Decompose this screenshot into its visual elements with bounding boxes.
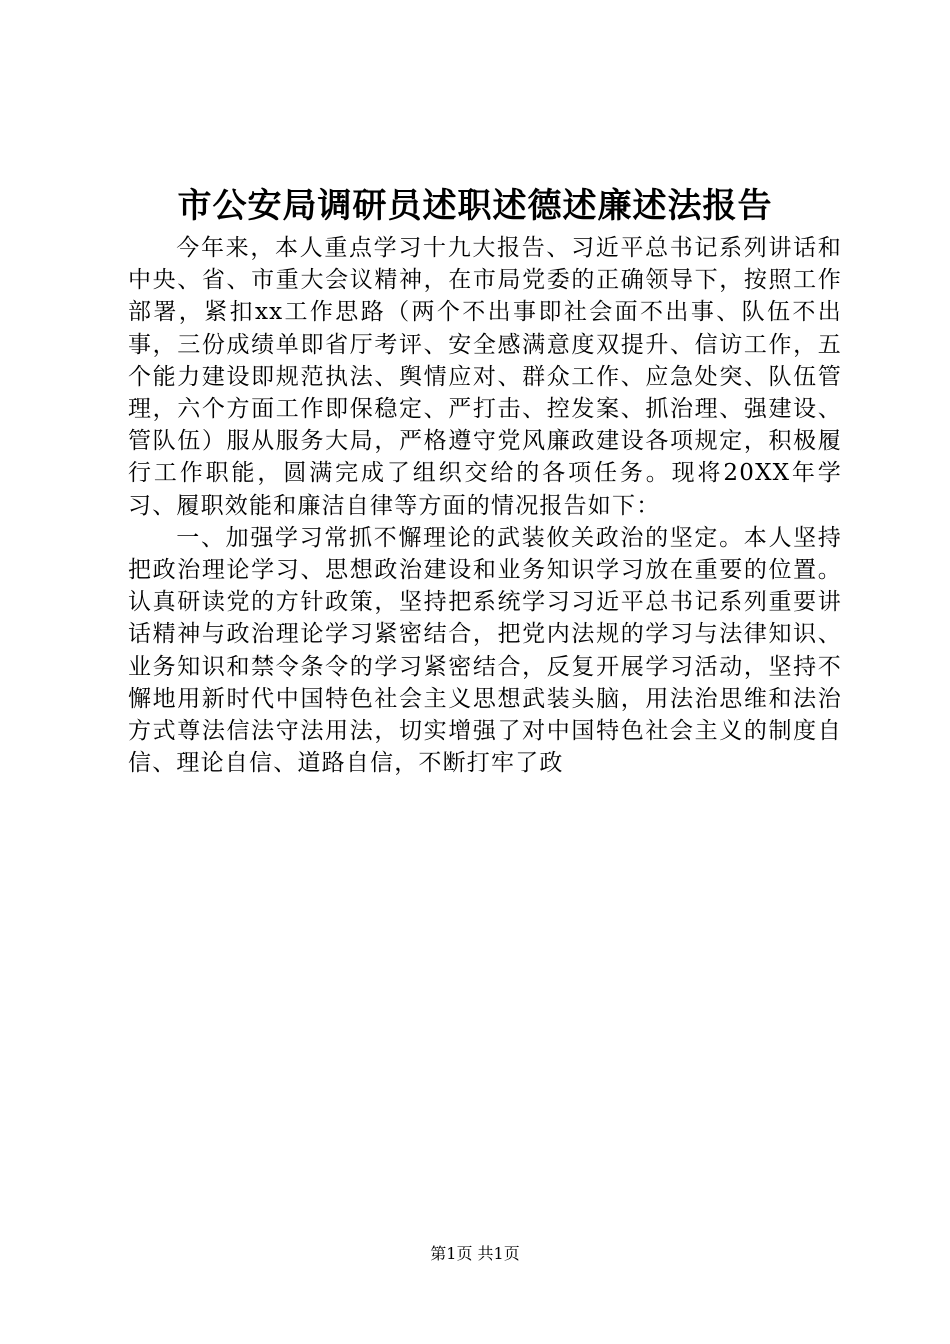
paragraph-section-one: 一、加强学习常抓不懈理论的武装攸关政治的坚定。本人坚持把政治理论学习、思想政治建设和业务知识学习放在重要的位置。认真研读党的方针政策，坚持把系统学习习近平总书记系列重要讲话精神与政治理论学习紧密结合，把党内法规的学习与法律知识、业务知识和禁令条令的学习紧密结合，反复开展学习活动，坚持不懈地用新时代中国特色社会主义思想武装头脑，用法治思维和法治方式尊法信法守法用法，切实增强了对中国特色社会主义的制度自信、理论自信、道路自信，不断打牢了政: [128, 524, 842, 777]
paragraph-intro: 今年来，本人重点学习十九大报告、习近平总书记系列讲话和中央、省、市重大会议精神，在市局党委的正确领导下，按照工作部署，紧扣xx工作思路（两个不出事即社会面不出事、队伍不出事，三份成绩单即省厅考评、安全感满意度双提升、信访工作，五个能力建设即规范执法、舆情应对、群众工作、应急处突、队伍管理，六个方面工作即保稳定、严打击、控发案、抓治理、强建设、管队伍）服从服务大局，严格遵守党风廉政建设各项规定，积极履行工作职能，圆满完成了组织交给的各项任务。现将20XX年学习、履职效能和廉洁自律等方面的情况报告如下：: [128, 235, 842, 519]
document-body: [128, 232, 842, 779]
page-number-footer: 第1页 共1页: [430, 1244, 520, 1263]
document-title: 市公安局调研员述职述德述廉述法报告: [177, 186, 773, 226]
